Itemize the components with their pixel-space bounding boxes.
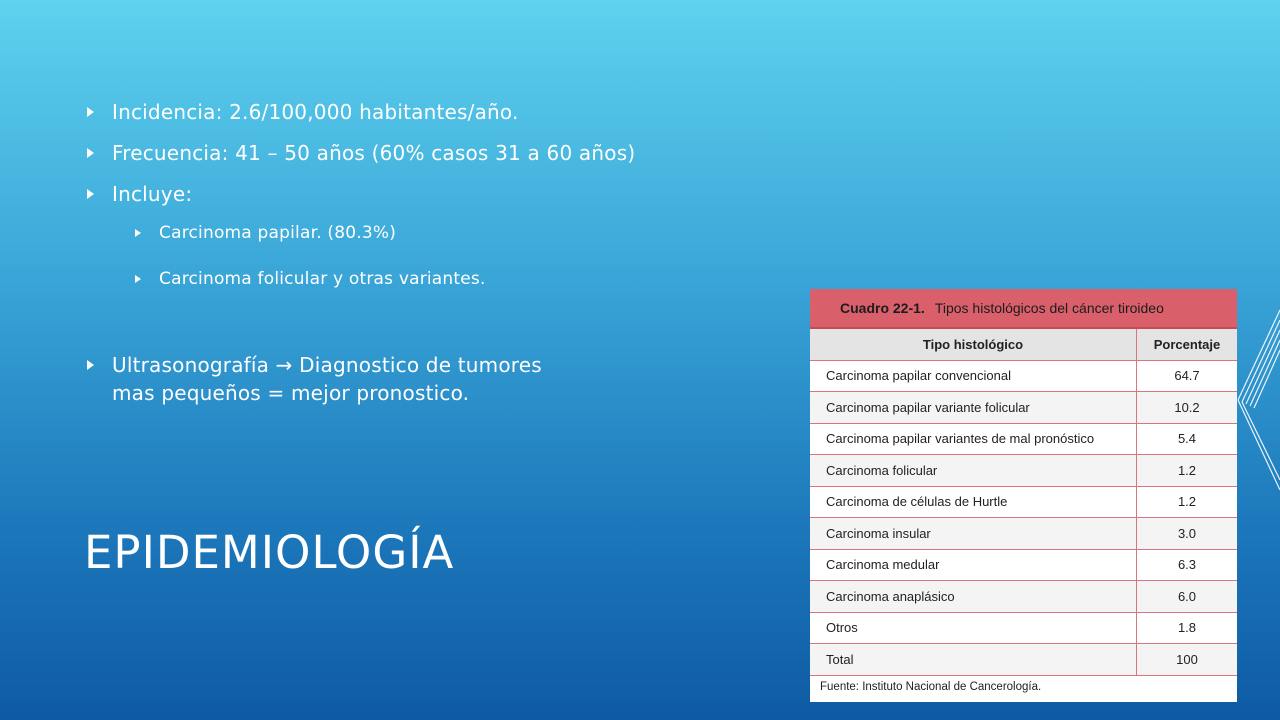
bullet-text-line-2: mas pequeños = mejor pronostico. [112, 381, 470, 405]
table-row [810, 455, 1237, 487]
table-row [810, 549, 1237, 581]
cell-porcentaje: 5.4 [1137, 423, 1238, 455]
cell-tipo: Carcinoma papilar variante folicular [810, 392, 1137, 424]
table-row [810, 518, 1237, 550]
cell-porcentaje: 3.0 [1137, 518, 1238, 550]
table-row [810, 392, 1237, 424]
bullet-arrow-icon [135, 275, 141, 283]
histology-table-figure [810, 289, 1237, 702]
cell-tipo: Total [810, 644, 1137, 676]
table-row [810, 486, 1237, 518]
table-caption-number: Cuadro 22-1. [840, 300, 925, 316]
cell-tipo: Carcinoma papilar convencional [810, 360, 1137, 392]
cell-porcentaje: 6.0 [1137, 581, 1238, 613]
bullet-ultrasonografia [84, 351, 774, 407]
bullet-incidencia [84, 98, 774, 126]
table-row-total [810, 644, 1237, 676]
histology-table [810, 329, 1237, 676]
bullet-text-line-1: Ultrasonografía → Diagnostico de tumores [112, 353, 542, 377]
bullet-arrow-icon [87, 107, 94, 117]
table-source-note: Fuente: Instituto Nacional de Cancerología. [820, 680, 1042, 693]
column-header-tipo: Tipo histológico [810, 329, 1137, 360]
cell-tipo: Otros [810, 612, 1137, 644]
table-caption [810, 289, 1237, 329]
cell-tipo: Carcinoma papilar variantes de mal pronóstico [810, 423, 1137, 455]
sub-bullet-papilar [132, 221, 774, 245]
table-header-row [810, 329, 1237, 360]
sub-bullet-folicular [132, 267, 774, 291]
cell-porcentaje: 6.3 [1137, 549, 1238, 581]
table-row [810, 581, 1237, 613]
bullet-frecuencia [84, 139, 774, 167]
cell-tipo: Carcinoma medular [810, 549, 1137, 581]
cell-porcentaje: 1.2 [1137, 455, 1238, 487]
cell-porcentaje: 1.2 [1137, 486, 1238, 518]
column-header-porcentaje: Porcentaje [1137, 329, 1238, 360]
cell-tipo: Carcinoma de células de Hurtle [810, 486, 1137, 518]
bullet-incluye [84, 180, 774, 208]
bullet-text: Incidencia: 2.6/100,000 habitantes/año. [112, 100, 519, 124]
bullet-arrow-icon [87, 148, 94, 158]
cell-tipo: Carcinoma anaplásico [810, 581, 1137, 613]
cell-porcentaje: 64.7 [1137, 360, 1238, 392]
bullet-arrow-icon [87, 189, 94, 199]
slide-title: EPIDEMIOLOGÍA [84, 526, 455, 579]
table-row [810, 423, 1237, 455]
bullet-text: Frecuencia: 41 – 50 años (60% casos 31 a 60 años) [112, 141, 636, 165]
bullet-arrow-icon [135, 229, 141, 237]
table-row [810, 360, 1237, 392]
table-caption-title: Tipos histológicos del cáncer tiroideo [934, 300, 1164, 316]
table-row [810, 612, 1237, 644]
cell-porcentaje: 100 [1137, 644, 1238, 676]
cell-tipo: Carcinoma folicular [810, 455, 1137, 487]
cell-porcentaje: 10.2 [1137, 392, 1238, 424]
bullet-list [84, 98, 774, 420]
cell-porcentaje: 1.8 [1137, 612, 1238, 644]
bullet-text: Incluye: [112, 182, 193, 206]
sub-bullet-text: Carcinoma papilar. (80.3%) [159, 223, 397, 243]
cell-tipo: Carcinoma insular [810, 518, 1137, 550]
sub-bullet-text: Carcinoma folicular y otras variantes. [159, 269, 486, 289]
bullet-arrow-icon [87, 360, 94, 370]
